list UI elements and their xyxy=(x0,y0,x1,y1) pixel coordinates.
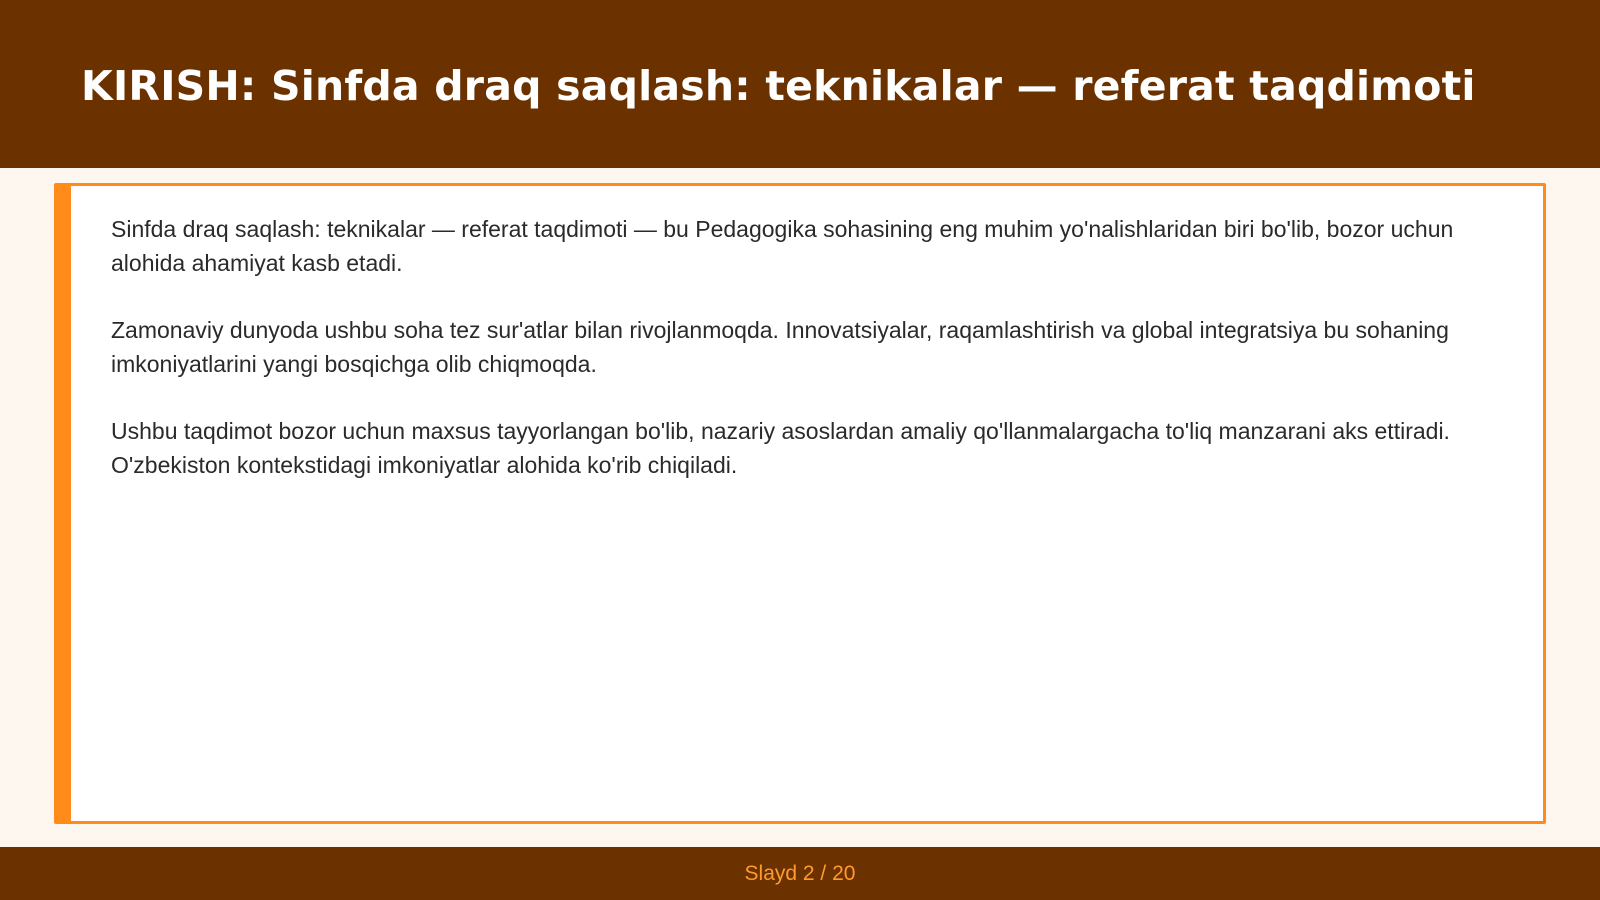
paragraph-2: Zamonaviy dunyoda ushbu soha tez sur'atlar bilan rivojlanmoqda. Innovatsiyalar, raqamlashtirish va global integratsiya bu sohaning imkoniyatlarini yangi bosqichga olib chiqmoqda. xyxy=(111,317,1449,377)
paragraph-3: Ushbu taqdimot bozor uchun maxsus tayyorlangan bo'lib, nazariy asoslardan amaliy qo'llanmalargacha to'liq manzarani aks ettiradi. O'zbekiston kontekstidagi imkoniyatlar alohida ko'rib chiqiladi. xyxy=(111,418,1450,478)
slide-title: KIRISH: Sinfda draq saqlash: teknikalar — referat taqdimoti xyxy=(81,62,1476,110)
slide-number: Slayd 2 / 20 xyxy=(744,862,856,885)
title-bar xyxy=(0,0,1600,168)
footer-bar xyxy=(0,847,1600,900)
paragraph-1: Sinfda draq saqlash: teknikalar — referat taqdimoti — bu Pedagogika sohasining eng muhim yo'nalishlaridan biri bo'lib, bozor uchun alohida ahamiyat kasb etadi. xyxy=(111,216,1454,276)
content-text xyxy=(111,212,1501,515)
